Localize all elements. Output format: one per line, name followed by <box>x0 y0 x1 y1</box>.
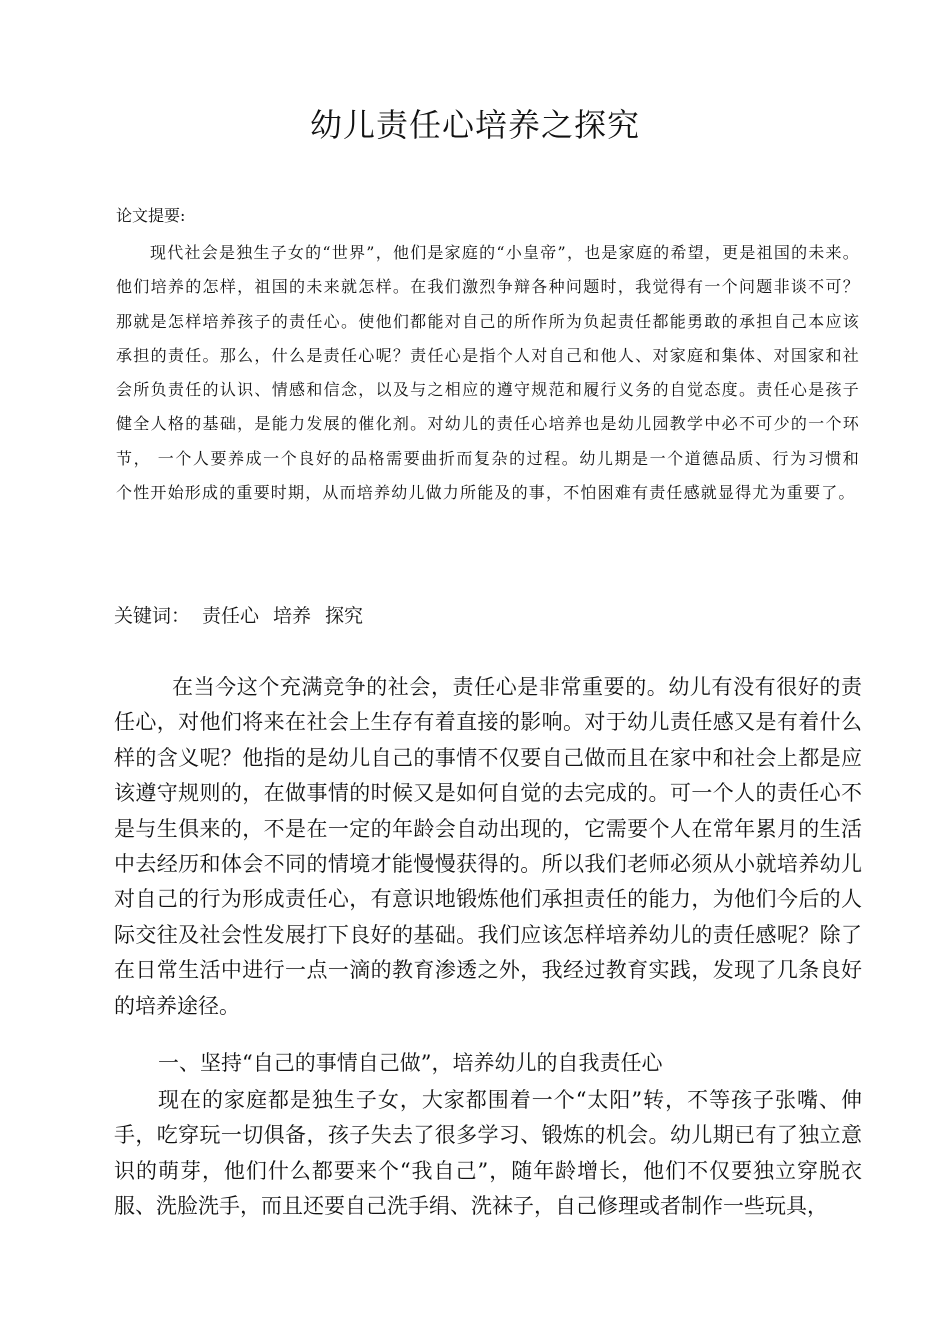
body-paragraph-1: 在当今这个充满竞争的社会，责任心是非常重要的。幼儿有没有很好的责任心，对他们将来在社会上生存有着直接的影响。对于幼儿责任感又是有着什么样的含义呢？他指的是幼儿自己的事情不仅要自己做而且在家中和社会上都是应该遵守规则的，在做事情的时候又是如何自觉的去完成的。可一个人的责任心不是与生俱来的，不是在一定的年龄会自动出现的，它需要个人在常年累月的生活中去经历和体会不同的情境才能慢慢获得的。所以我们老师必须从小就培养幼儿对自己的行为形成责任心，有意识地锻炼他们承担责任的能力，为他们今后的人际交往及社会性发展打下良好的基础。我们应该怎样培养幼儿的责任感呢？除了在日常生活中进行一点一滴的教育渗透之外，我经过教育实践，发现了几条良好的培养途径。 <box>114 675 862 1018</box>
abstract-text: 现代社会是独生子女的“世界”，他们是家庭的“小皇帝”，也是家庭的希望，更是祖国的未来。他们培养的怎样，祖国的未来就怎样。在我们激烈争辩各种问题时，我觉得有一个问题非谈不可？那就是怎样培养孩子的责任心。使他们都能对自己的所作所为负起责任都能勇敢的承担自己本应该承担的责任。那么，什么是责任心呢？责任心是指个人对自己和他人、对家庭和集体、对国家和社会所负责任的认识、情感和信念，以及与之相应的遵守规范和履行义务的自觉态度。责任心是孩子健全人格的基础，是能力发展的催化剂。对幼儿的责任心培养也是幼儿园教学中必不可少的一个环节， 一个人要养成一个良好的品格需要曲折而复杂的过程。幼儿期是一个道德品质、行为习惯和个性开始形成的重要时期，从而培养幼儿做力所能及的事，不怕困难有责任感就显得尤为重要了。 <box>116 243 860 503</box>
keywords-label: 关键词： <box>114 605 191 627</box>
keyword-item: 培养 <box>273 605 312 627</box>
document-title: 幼儿责任心培养之探究 <box>309 106 640 144</box>
keyword-item: 探究 <box>325 605 364 627</box>
keyword-item: 责任心 <box>202 605 260 627</box>
section-heading-1: 一、坚持“自己的事情自己做”，培养幼儿的自我责任心 <box>158 1051 663 1075</box>
body-paragraph-2: 现在的家庭都是独生子女，大家都围着一个“太阳”转，不等孩子张嘴、伸手，吃穿玩一切俱备，孩子失去了很多学习、锻炼的机会。幼儿期已有了独立意识的萌芽，他们什么都要来个“我自己”，随年龄增长，他们不仅要独立穿脱衣服、洗脸洗手，而且还要自己洗手绢、洗袜子，自己修理或者制作一些玩具， <box>114 1088 862 1219</box>
abstract-label: 论文提要: <box>116 206 186 225</box>
keywords-line <box>114 602 369 630</box>
